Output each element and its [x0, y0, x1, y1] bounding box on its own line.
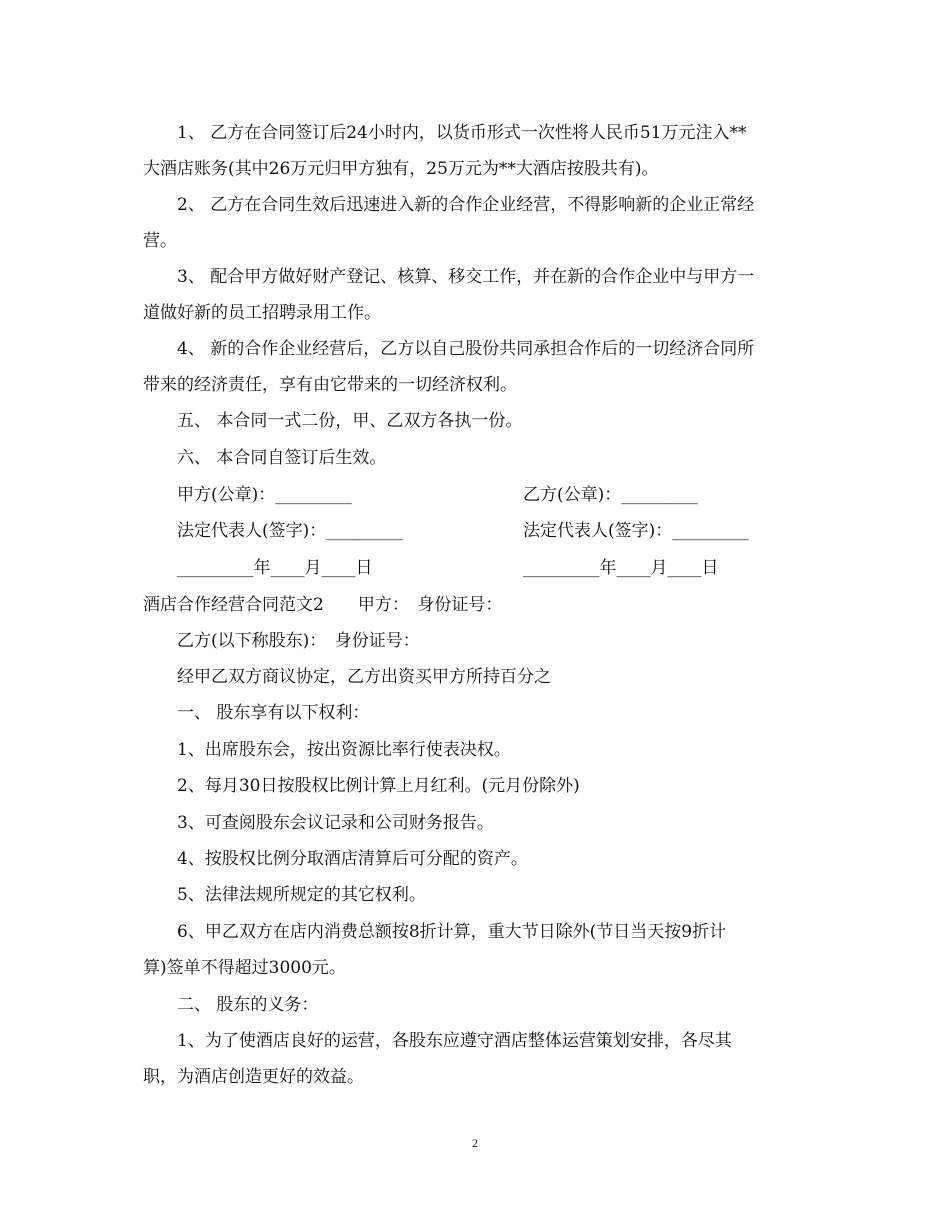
party-a-seal-field: 甲方(公章)：_________ [177, 485, 352, 505]
section-heading: 一、 股东享有以下权利： [177, 703, 370, 723]
paragraph-line: 营。 [143, 231, 177, 251]
paragraph-line: 2、 乙方在合同生效后迅速进入新的合作企业经营，不得影响新的企业正常经 [177, 195, 755, 215]
list-item: 6、甲乙双方在店内消费总额按8折计算，重大节日除外(节日当天按9折计 [177, 922, 727, 942]
list-item: 2、每月30日按股权比例计算上月红利。(元月份除外) [177, 776, 580, 796]
list-item: 5、法律法规所规定的其它权利。 [177, 885, 426, 905]
list-item: 3、可查阅股东会议记录和公司财务报告。 [177, 813, 494, 833]
party-b-representative-field: 法定代表人(签字)：_________ [523, 521, 749, 541]
section-heading: 二、 股东的义务： [177, 995, 319, 1015]
party-b-seal-field: 乙方(公章)：_________ [523, 485, 698, 505]
paragraph-line: 经甲乙双方商议协定，乙方出资买甲方所持百分之 [177, 667, 551, 687]
list-item-continuation: 职，为酒店创造更好的效益。 [143, 1067, 364, 1087]
list-item: 4、按股权比例分取酒店清算后可分配的资产。 [177, 849, 528, 869]
list-item-continuation: 算)签单不得超过3000元。 [143, 958, 346, 978]
contract-heading-line: 酒店合作经营合同范文2 甲方： 身份证号： [143, 595, 503, 615]
paragraph-line: 乙方(以下称股东)： 身份证号： [177, 631, 420, 651]
paragraph-line: 道做好新的员工招聘录用工作。 [143, 303, 381, 323]
party-a-representative-field: 法定代表人(签字)：_________ [177, 521, 403, 541]
page-number: 2 [472, 1136, 478, 1150]
paragraph-line: 3、 配合甲方做好财产登记、核算、移交工作，并在新的合作企业中与甲方一 [177, 267, 755, 287]
paragraph-line: 大酒店账务(其中26万元归甲方独有，25万元为**大酒店按股共有)。 [143, 159, 659, 179]
list-item: 1、出席股东会，按出资源比率行使表决权。 [177, 740, 511, 760]
paragraph-line: 五、 本合同一式二份，甲、乙双方各执一份。 [177, 411, 523, 431]
paragraph-line: 4、 新的合作企业经营后，乙方以自己股份共同承担合作后的一切经济合同所 [177, 339, 755, 359]
paragraph-line: 带来的经济责任，享有由它带来的一切经济权利。 [143, 375, 517, 395]
paragraph-line: 六、 本合同自签订后生效。 [177, 448, 387, 468]
party-b-date-field: _________年____月____日 [523, 558, 719, 578]
list-item: 1、为了使酒店良好的运营，各股东应遵守酒店整体运营策划安排，各尽其 [177, 1031, 732, 1051]
party-a-date-field: _________年____月____日 [177, 558, 373, 578]
paragraph-line: 1、 乙方在合同签订后24小时内，以货币形式一次性将人民币51万元注入** [177, 123, 747, 143]
